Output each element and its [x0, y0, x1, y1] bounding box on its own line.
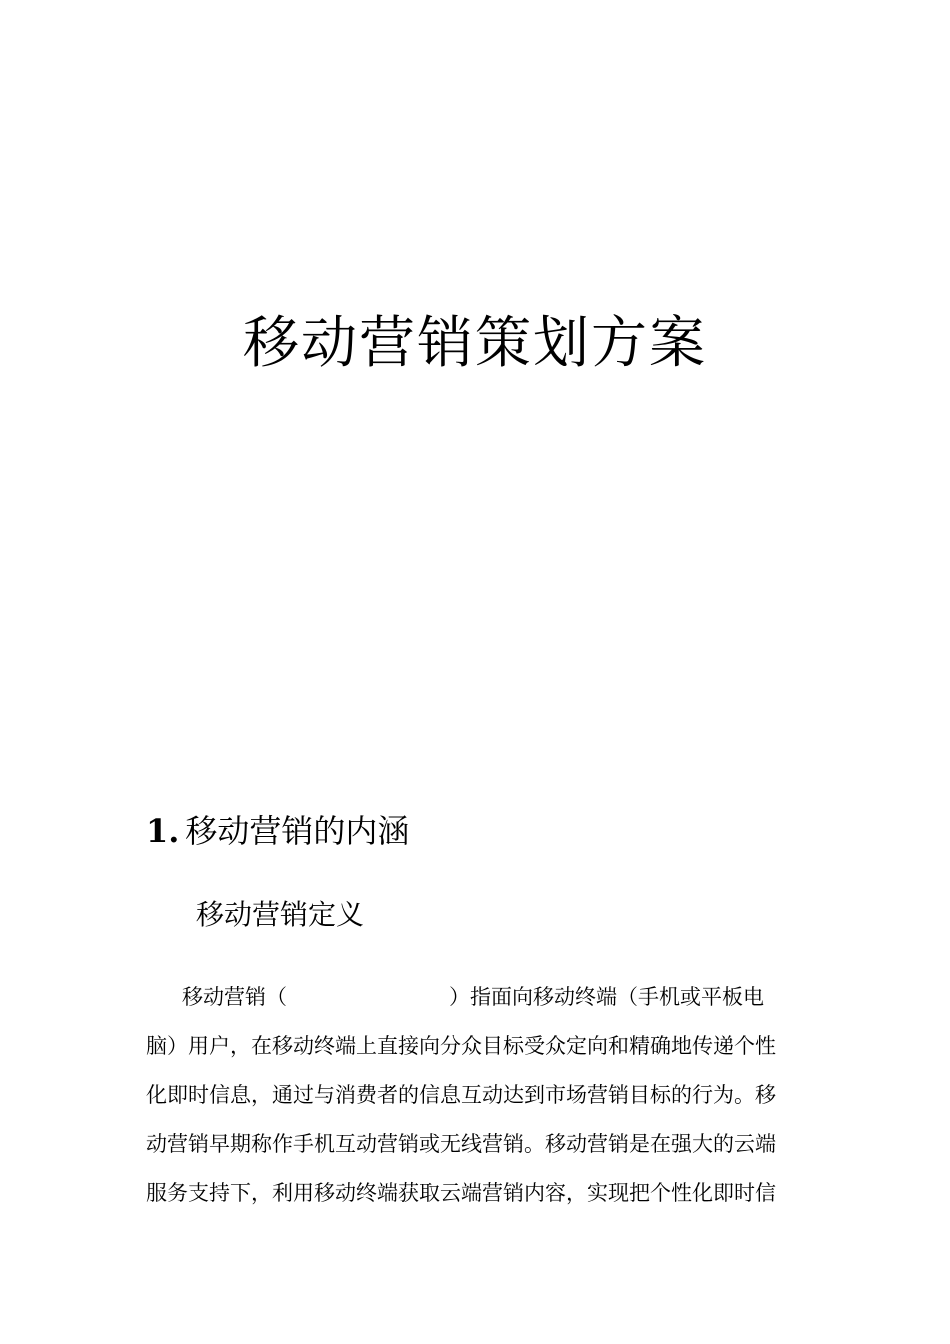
paragraph-line — [146, 973, 826, 1022]
paragraph-line-end: ）指面向移动终端（手机或平板电 — [449, 985, 764, 1009]
section-number: 1. — [146, 812, 180, 850]
paragraph-line-start: 移动营销（ — [182, 985, 287, 1009]
paragraph-line: 动营销早期称作手机互动营销或无线营销。移动营销是在强大的云端 — [146, 1132, 776, 1156]
subsection-heading: 移动营销定义 — [196, 898, 365, 931]
section-heading — [146, 808, 409, 854]
paragraph-line: 脑）用户，在移动终端上直接向分众目标受众定向和精确地传递个性 — [146, 1034, 776, 1058]
section-title: 移动营销的内涵 — [185, 812, 410, 850]
paragraph-line: 服务支持下，利用移动终端获取云端营销内容，实现把个性化即时信 — [146, 1181, 776, 1205]
body-paragraph — [146, 973, 826, 1218]
paragraph-line: 化即时信息，通过与消费者的信息互动达到市场营销目标的行为。移 — [146, 1083, 776, 1107]
document-title: 移动营销策划方案 — [243, 311, 707, 376]
